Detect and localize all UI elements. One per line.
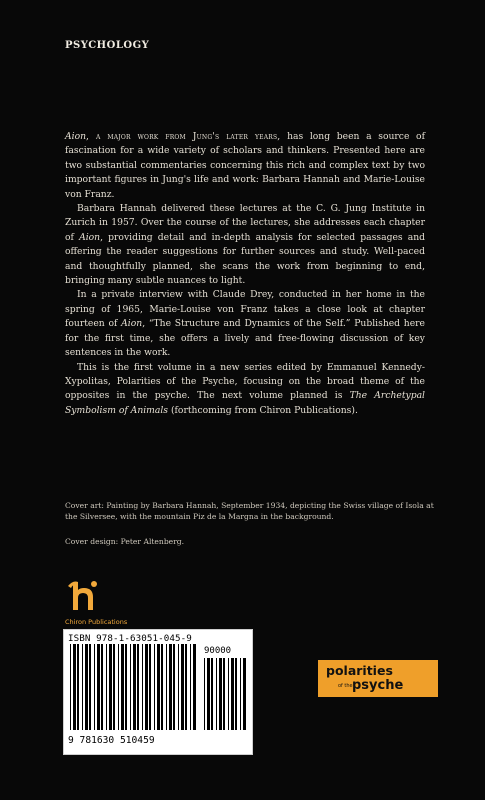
isbn-barcode <box>63 629 253 755</box>
barcode-bar <box>133 644 136 730</box>
barcode-bar <box>94 644 95 730</box>
barcode-bar <box>130 644 131 730</box>
cover-credits <box>65 500 435 561</box>
chiron-logo-icon <box>65 576 99 616</box>
barcode-bar <box>70 644 71 730</box>
price-bars <box>204 658 248 730</box>
publisher-name: Chiron Publications <box>65 618 128 626</box>
series-logo <box>318 660 438 697</box>
blurb-lead-smallcaps: , a major work from Jung's later years, <box>86 131 281 142</box>
barcode-bar <box>145 644 148 730</box>
barcode-bar <box>211 658 213 730</box>
barcode-bar <box>169 644 172 730</box>
book-title-aion: Aion <box>65 131 87 142</box>
barcode-bar <box>121 644 124 730</box>
barcode-bar <box>113 644 115 730</box>
barcode-bar <box>97 644 100 730</box>
barcode-bar <box>77 644 79 730</box>
barcode-bar <box>161 644 163 730</box>
blurb-paragraph-2 <box>65 202 425 288</box>
barcode-bar <box>137 644 139 730</box>
blurb-text: , providing detail and in-depth analysis for selected passages and offering the reader suggestions for further sources and study. Well-paced and thoughtfully planned, she scans the work from beginning to end, bringing many subtle nuances to light. <box>65 231 425 287</box>
blurb-text: (forthcoming from Chiron Publications). <box>168 404 358 416</box>
barcode-bar <box>154 644 155 730</box>
back-cover-blurb <box>65 130 425 418</box>
blurb-text: This is the first volume in a new series edited by Emmanuel Kennedy-Xypolitas, Polarities of the Psyche, focusing on the broad theme of the opposites in the psyche. The next volume planned is <box>65 361 425 402</box>
blurb-paragraph-4 <box>65 361 425 419</box>
series-word-of-the: of the <box>338 683 353 689</box>
barcode-bar <box>106 644 107 730</box>
barcode-bar <box>235 658 237 730</box>
barcode-bar <box>178 644 179 730</box>
isbn-text: ISBN 978-1-63051-045-9 <box>68 633 192 644</box>
barcode-bar <box>73 644 76 730</box>
barcode-bar <box>231 658 234 730</box>
blurb-text: has long been a source of fascination for a wide variety of scholars and thinkers. Presented here are two substantial commentaries concerning this rich and complex text by two important figures in Jung's life and work: Barbara Hannah and Marie-Louise von Franz. <box>65 131 425 200</box>
barcode-bar <box>149 644 151 730</box>
category-label: PSYCHOLOGY <box>65 40 150 51</box>
series-word-psyche: psyche <box>352 678 404 693</box>
barcode-bar <box>85 644 88 730</box>
barcode-bar <box>109 644 112 730</box>
barcode-bar <box>82 644 83 730</box>
barcode-bar <box>125 644 127 730</box>
series-word-polarities: polarities <box>326 663 393 678</box>
barcode-bar <box>216 658 217 730</box>
barcode-bar <box>240 658 241 730</box>
ean-digits: 9 781630 510459 <box>68 735 155 746</box>
publisher-block <box>65 576 155 626</box>
barcode-bar <box>181 644 184 730</box>
blurb-paragraph-3 <box>65 288 425 360</box>
book-title-aion: Aion <box>79 231 101 243</box>
ean-bars <box>70 644 198 730</box>
price-code: 90000 <box>204 646 232 656</box>
barcode-bar <box>207 658 210 730</box>
barcode-bar <box>193 644 196 730</box>
book-title-aion: Aion <box>121 318 143 330</box>
barcode-bar <box>228 658 229 730</box>
barcode-bar <box>219 658 222 730</box>
barcode-bar <box>142 644 143 730</box>
barcode-bar <box>243 658 246 730</box>
barcode-bar <box>204 658 205 730</box>
barcode-bar <box>190 644 191 730</box>
cover-art-credit: Cover art: Painting by Barbara Hannah, September 1934, depicting the Swiss village of Isola at the Silversee, with the mountain Piz de la Margna in the background. <box>65 501 434 521</box>
barcode-bar <box>101 644 103 730</box>
barcode-bar <box>166 644 167 730</box>
barcode-bar <box>89 644 91 730</box>
blurb-text: , “The Structure and Dynamics of the Self.” Published here for the first time, she offers a lively and free-flowing discussion of key sentences in the work. <box>65 318 425 359</box>
book-title-next-volume: The Archetypal Symbolism of Animals <box>65 390 425 416</box>
barcode-bar <box>223 658 225 730</box>
barcode-bar <box>185 644 187 730</box>
cover-design-credit: Cover design: Peter Altenberg. <box>65 537 185 546</box>
barcode-bar <box>118 644 119 730</box>
barcode-bar <box>173 644 175 730</box>
blurb-text: Barbara Hannah delivered these lectures at the C. G. Jung Institute in Zurich in 1957. Over the course of the lectures, she addresses each chapter of <box>65 203 425 243</box>
barcode-bar <box>157 644 160 730</box>
blurb-paragraph-1 <box>65 130 425 202</box>
blurb-text: In a private interview with Claude Drey, conducted in her home in the spring of 1965, Marie-Louise von Franz takes a close look at chapter fourteen of <box>65 289 425 330</box>
